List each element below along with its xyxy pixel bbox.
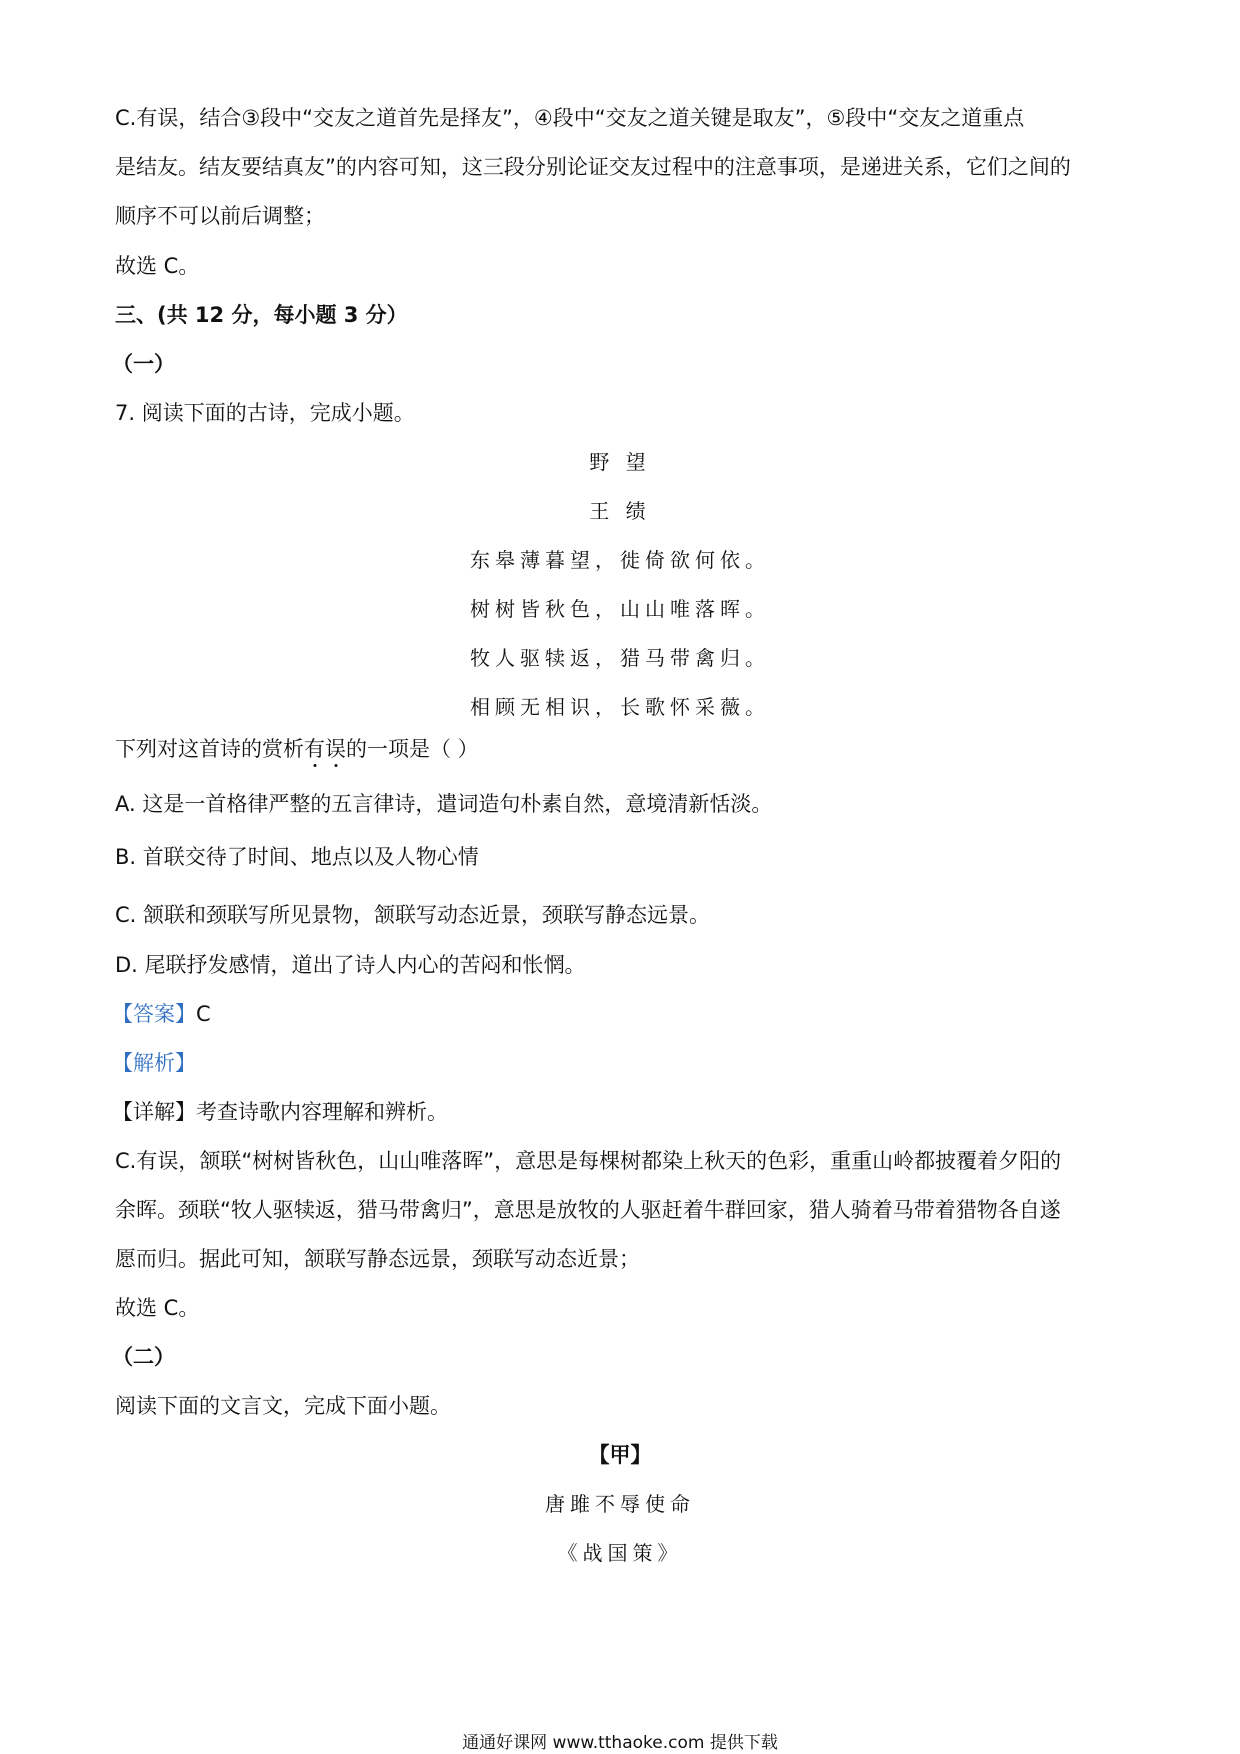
- stem-text: 的一项是（ ）: [346, 737, 479, 761]
- text-source: 《战国策》: [557, 1541, 683, 1565]
- text-title: 唐雎不辱使命: [545, 1492, 695, 1516]
- poem-line: 相顾无相识，长歌怀采薇。: [470, 695, 770, 719]
- passage-prompt: 阅读下面的文言文，完成下面小题。: [115, 1394, 451, 1418]
- answer-tag: 【答案】: [112, 1002, 196, 1026]
- emphasis-mark: 有: [304, 734, 325, 764]
- poem-title: 野 望: [589, 450, 651, 474]
- q6-analysis-line: 是结友。结友要结真友”的内容可知，这三段分别论证交友过程中的注意事项，是递进关系，它们之间的: [115, 155, 1071, 179]
- poem-line: 牧人驱犊返，猎马带禽归。: [470, 646, 770, 670]
- answer-value: C: [196, 1002, 211, 1026]
- poem-line: 东皋薄暮望，徙倚欲何依。: [470, 548, 770, 572]
- q6-analysis-line: C.有误，结合③段中“交友之道首先是择友”，④段中“交友之道关键是取友”，⑤段中“交友之道重点: [115, 106, 1025, 130]
- option-c: C. 颔联和颈联写所见景物，颔联写动态近景，颈联写静态远景。: [115, 903, 711, 927]
- part-label: （二）: [112, 1345, 175, 1369]
- q7-choice: 故选 C。: [115, 1296, 200, 1320]
- footer-credit: 通通好课网 www.tthaoke.com 提供下载: [462, 1733, 778, 1753]
- question-stem: [115, 734, 479, 764]
- option-b: B. 首联交待了时间、地点以及人物心情: [115, 845, 479, 869]
- explanation-line: C.有误，颔联“树树皆秋色，山山唯落晖”，意思是每棵树都染上秋天的色彩，重重山岭都披覆着夕阳的: [115, 1149, 1062, 1173]
- analysis-tag: 【解析】: [112, 1051, 196, 1075]
- poem-author: 王 绩: [589, 499, 651, 523]
- answer: [112, 999, 211, 1029]
- explanation-line: 愿而归。据此可知，颔联写静态远景，颈联写动态近景；: [115, 1247, 640, 1271]
- part-label: （一）: [112, 352, 175, 376]
- poem-line: 树树皆秋色，山山唯落晖。: [470, 597, 770, 621]
- section-heading: 三、(共 12 分，每小题 3 分）: [115, 303, 408, 327]
- detail-line: 【详解】考查诗歌内容理解和辨析。: [112, 1100, 448, 1124]
- option-a: A. 这是一首格律严整的五言律诗，遣词造句朴素自然，意境清新恬淡。: [115, 792, 773, 816]
- q6-choice: 故选 C。: [115, 254, 200, 278]
- option-d: D. 尾联抒发感情，道出了诗人内心的苦闷和怅惘。: [115, 953, 586, 977]
- emphasis-mark: 误: [325, 734, 346, 764]
- text-tag: 【甲】: [588, 1443, 652, 1467]
- stem-text: 下列对这首诗的赏析: [115, 737, 304, 761]
- explanation-line: 余晖。颈联“牧人驱犊返，猎马带禽归”，意思是放牧的人驱赶着牛群回家，猎人骑着马带着猎物各自遂: [115, 1198, 1061, 1222]
- q6-analysis-line: 顺序不可以前后调整；: [115, 204, 325, 228]
- question-prompt: 7. 阅读下面的古诗，完成小题。: [115, 401, 415, 425]
